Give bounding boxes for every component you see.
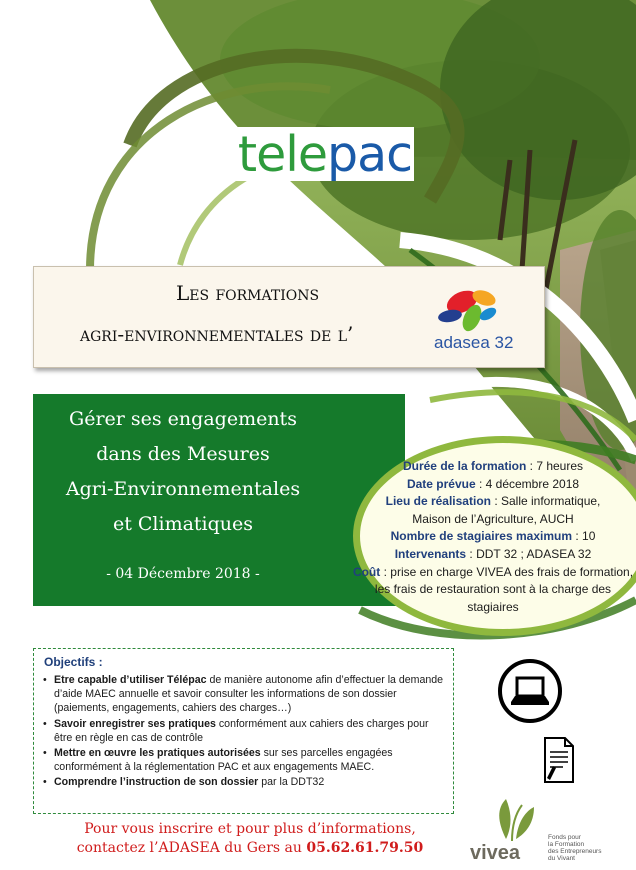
- training-title: [33, 402, 333, 542]
- objective-item: • Mettre en œuvre les pratiques autorisées sur ses parcelles engagées conformément à la réglementation PAC et aux engagements MAEC.: [40, 746, 445, 774]
- info-cout: Coût : prise en charge VIVEA des frais de formation,: [352, 564, 634, 579]
- objective-item: • Etre capable d’utiliser Télépac de manière autonome afin d’effectuer la demande d’aide MAEC annuelle et savoir consulter les informations de son dossier (paiements, engagements, cahiers des charges…): [40, 673, 445, 716]
- training-title-line-2: dans des Mesures: [96, 443, 270, 465]
- vivea-tag-2: la Formation: [548, 841, 585, 848]
- training-title-line-3: Agri-Environnementales: [65, 478, 301, 500]
- info-cout-2: les frais de restauration sont à la charge des: [374, 582, 612, 597]
- banner-line-2: agri-environnementales de l’: [80, 322, 354, 346]
- info-duree: Durée de la formation : 7 heures: [402, 459, 584, 473]
- info-lieu-2: Maison de l’Agriculture, AUCH: [412, 511, 574, 526]
- training-title-line-4: et Climatiques: [112, 513, 254, 535]
- laptop-icon: [497, 658, 563, 724]
- vivea-name: vivea: [470, 842, 521, 864]
- info-intervenants: Intervenants : DDT 32 ; ADASEA 32: [394, 546, 592, 561]
- vivea-tag-3: des Entrepreneurs: [548, 848, 602, 855]
- contact-phone: 05.62.61.79.50: [306, 840, 424, 856]
- contact-line-1: Pour vous inscrire et pour plus d’informations,: [84, 821, 416, 837]
- info-lieu: Lieu de réalisation : Salle informatique,: [385, 494, 601, 509]
- vivea-logo: [468, 795, 628, 865]
- objectives-title: Objectifs :: [44, 655, 103, 669]
- vivea-tag-1: Fonds pour: [548, 834, 581, 841]
- telepac-logo-part1: tele: [237, 125, 328, 183]
- adasea-logo-text: adasea 32: [434, 333, 514, 352]
- training-date: - 04 Décembre 2018 -: [106, 566, 260, 582]
- objectives-list: [40, 673, 445, 791]
- objective-item: • Comprendre l’instruction de son dossier par la DDT32: [40, 775, 445, 789]
- training-title-line-1: Gérer ses engagements: [69, 408, 297, 430]
- contact-line-2: contactez l’ADASEA du Gers au 05.62.61.79.50: [76, 840, 424, 856]
- vivea-tag-4: du Vivant: [548, 855, 575, 862]
- objectives-box: [33, 648, 454, 814]
- info-details: [350, 458, 636, 616]
- document-pen-icon: [541, 736, 577, 784]
- banner-line-1: Les formations: [176, 281, 320, 305]
- contact-footer: [50, 820, 450, 858]
- objective-item: • Savoir enregistrer ses pratiques conformément aux cahiers des charges pour être en règle en cas de contrôle: [40, 717, 445, 745]
- telepac-logo: [236, 127, 414, 181]
- info-stagiaires: Nombre de stagiaires maximum : 10: [390, 529, 596, 544]
- telepac-logo-part2: pac: [327, 125, 413, 183]
- info-cout-3: stagiaires: [467, 599, 519, 614]
- info-date: Date prévue : 4 décembre 2018: [406, 476, 580, 491]
